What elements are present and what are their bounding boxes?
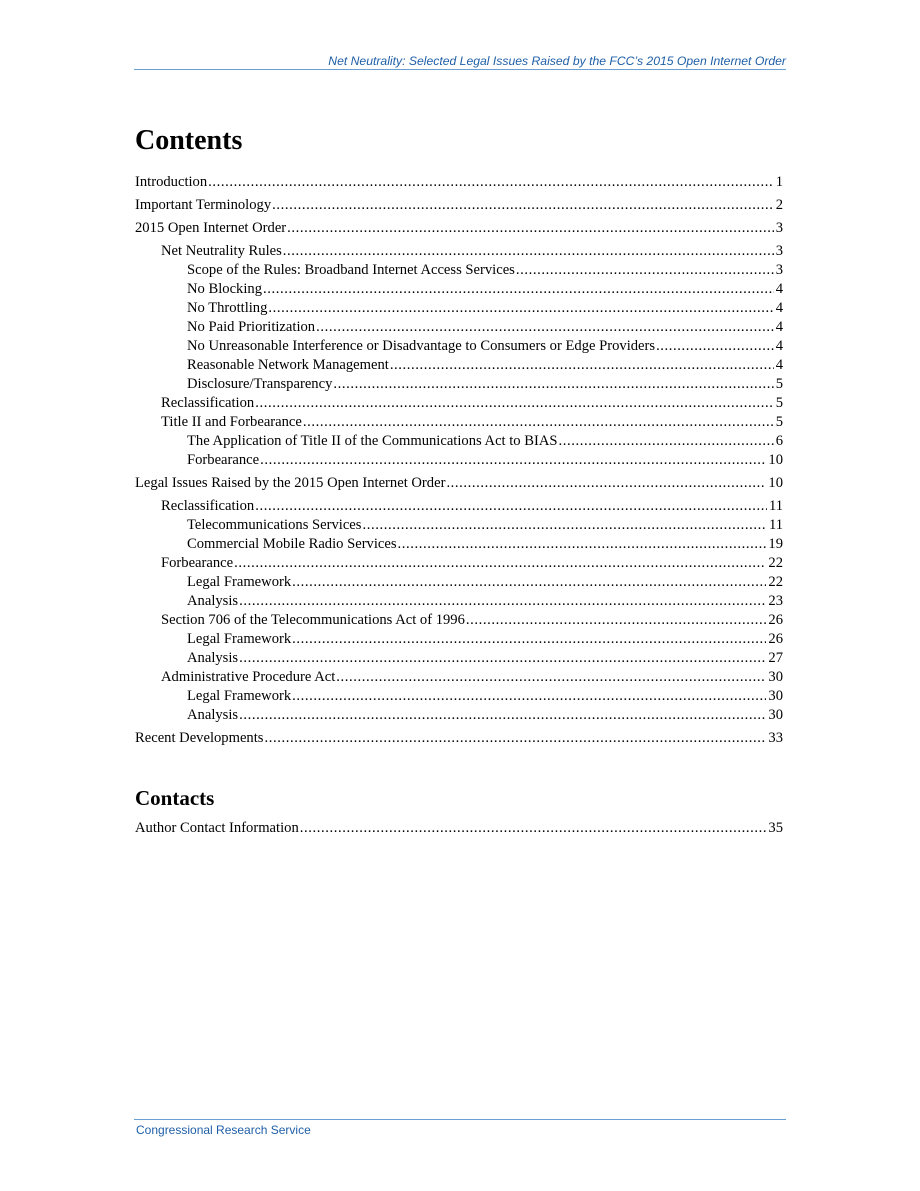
toc-entry-net-neutrality-rules[interactable] (161, 243, 783, 260)
toc-leader-dots (516, 262, 774, 279)
toc-entry-title: Disclosure/Transparency (187, 376, 333, 392)
toc-entry-title: Reclassification (161, 498, 255, 514)
toc-entry-no-unreasonable-interference[interactable] (187, 338, 783, 355)
toc-leader-dots (292, 688, 766, 705)
toc-entry-page: 4 (775, 300, 783, 316)
toc-entry-page: 4 (775, 357, 783, 373)
toc-entry-page: 4 (775, 338, 783, 354)
toc-leader-dots (446, 475, 766, 492)
toc-leader-dots (239, 650, 766, 667)
running-header-title: Net Neutrality: Selected Legal Issues Raised by the FCC’s 2015 Open Internet Order (328, 54, 786, 68)
toc-entry-disclosure-transparency[interactable] (187, 376, 783, 393)
toc-entry-title: Legal Framework (187, 574, 292, 590)
toc-entry-title: Telecommunications Services (187, 517, 362, 533)
toc-entry-application-of-title-ii[interactable] (187, 433, 783, 450)
toc-entry-commercial-mobile-radio-services[interactable] (187, 536, 783, 553)
toc-entry-page: 11 (768, 498, 783, 514)
toc-leader-dots (268, 300, 773, 317)
toc-leader-dots (362, 517, 766, 534)
toc-entry-page: 26 (768, 631, 783, 647)
toc-entry-page: 5 (775, 395, 783, 411)
toc-entry-title: 2015 Open Internet Order (135, 220, 287, 236)
toc-entry-author-contact-information[interactable] (135, 820, 783, 837)
toc-entry-page: 4 (775, 281, 783, 297)
toc-entry-important-terminology[interactable] (135, 197, 783, 214)
footer-publisher: Congressional Research Service (136, 1123, 311, 1137)
toc-entry-page: 6 (775, 433, 783, 449)
toc-entry-title: Reclassification (161, 395, 255, 411)
toc-entry-page: 19 (768, 536, 783, 552)
toc-entry-page: 2 (775, 197, 783, 213)
toc-leader-dots (208, 174, 774, 191)
contents-heading: Contents (135, 125, 243, 156)
toc-leader-dots (260, 452, 766, 469)
toc-entry-page: 1 (775, 174, 783, 190)
toc-entry-title: Legal Framework (187, 688, 292, 704)
toc-entry-title: Forbearance (187, 452, 260, 468)
toc-leader-dots (264, 730, 766, 747)
toc-entry-page: 10 (768, 452, 783, 468)
toc-leader-dots (263, 281, 774, 298)
toc-entry-page: 4 (775, 319, 783, 335)
contacts-toc-list (135, 820, 783, 840)
footer-divider (134, 1119, 786, 1120)
toc-entry-analysis[interactable] (187, 707, 783, 724)
toc-entry-title: Title II and Forbearance (161, 414, 302, 430)
toc-leader-dots (255, 395, 773, 412)
toc-leader-dots (466, 612, 767, 629)
toc-entry-page: 3 (775, 220, 783, 236)
toc-leader-dots (239, 707, 766, 724)
toc-leader-dots (287, 220, 774, 237)
toc-leader-dots (316, 319, 774, 336)
toc-entry-administrative-procedure-act[interactable] (161, 669, 783, 686)
toc-entry-title-ii-and-forbearance[interactable] (161, 414, 783, 431)
toc-entry-analysis[interactable] (187, 650, 783, 667)
toc-leader-dots (255, 498, 767, 515)
header-divider (134, 69, 786, 70)
toc-entry-page: 27 (768, 650, 783, 666)
toc-entry-title: Commercial Mobile Radio Services (187, 536, 397, 552)
toc-entry-page: 30 (768, 707, 783, 723)
toc-entry-legal-framework[interactable] (187, 631, 783, 648)
toc-leader-dots (272, 197, 774, 214)
toc-entry-title: Section 706 of the Telecommunications Act of 1996 (161, 612, 465, 628)
toc-entry-title: Reasonable Network Management (187, 357, 389, 373)
contacts-heading: Contacts (135, 786, 215, 810)
toc-entry-title: Administrative Procedure Act (161, 669, 336, 685)
toc-entry-title: Recent Developments (135, 730, 264, 746)
toc-entry-page: 35 (768, 820, 783, 836)
toc-entry-title: Introduction (135, 174, 208, 190)
toc-entry-title: No Unreasonable Interference or Disadvantage to Consumers or Edge Providers (187, 338, 656, 354)
toc-entry-no-paid-prioritization[interactable] (187, 319, 783, 336)
toc-leader-dots (656, 338, 774, 355)
toc-entry-title: Author Contact Information (135, 820, 299, 836)
toc-entry-legal-issues-raised[interactable] (135, 475, 783, 492)
toc-entry-page: 5 (775, 414, 783, 430)
toc-entry-page: 30 (768, 669, 783, 685)
toc-entry-title: No Throttling (187, 300, 268, 316)
toc-entry-title: Analysis (187, 707, 239, 723)
toc-entry-forbearance[interactable] (161, 555, 783, 572)
toc-entry-title: Forbearance (161, 555, 234, 571)
toc-leader-dots (336, 669, 766, 686)
toc-entry-title: Scope of the Rules: Broadband Internet Access Services (187, 262, 515, 278)
toc-entry-no-blocking[interactable] (187, 281, 783, 298)
toc-leader-dots (292, 631, 766, 648)
toc-entry-reasonable-network-management[interactable] (187, 357, 783, 374)
toc-entry-title: Legal Framework (187, 631, 292, 647)
toc-entry-reclassification[interactable] (161, 395, 783, 412)
toc-leader-dots (303, 414, 774, 431)
toc-entry-page: 22 (768, 574, 783, 590)
toc-entry-page: 3 (775, 243, 783, 259)
toc-entry-title: No Paid Prioritization (187, 319, 316, 335)
toc-entry-telecommunications-services[interactable] (187, 517, 783, 534)
toc-entry-title: The Application of Title II of the Communications Act to BIAS (187, 433, 558, 449)
toc-entry-page: 33 (768, 730, 783, 746)
toc-leader-dots (300, 820, 767, 837)
toc-leader-dots (398, 536, 767, 553)
toc-entry-no-throttling[interactable] (187, 300, 783, 317)
toc-leader-dots (234, 555, 766, 572)
toc-entry-forbearance[interactable] (187, 452, 783, 469)
toc-leader-dots (239, 593, 766, 610)
toc-entry-recent-developments[interactable] (135, 730, 783, 747)
toc-entry-section-706[interactable] (161, 612, 783, 629)
toc-entry-title: Important Terminology (135, 197, 272, 213)
toc-entry-page: 10 (768, 475, 783, 491)
toc-leader-dots (390, 357, 774, 374)
toc-entry-2015-open-internet-order[interactable] (135, 220, 783, 237)
toc-entry-page: 26 (768, 612, 783, 628)
toc-entry-page: 11 (768, 517, 783, 533)
toc-entry-legal-framework[interactable] (187, 574, 783, 591)
toc-entry-page: 22 (768, 555, 783, 571)
toc-entry-title: Analysis (187, 650, 239, 666)
toc-entry-analysis[interactable] (187, 593, 783, 610)
toc-entry-page: 23 (768, 593, 783, 609)
toc-leader-dots (333, 376, 773, 393)
toc-leader-dots (292, 574, 766, 591)
toc-entry-page: 30 (768, 688, 783, 704)
toc-entry-title: Legal Issues Raised by the 2015 Open Internet Order (135, 475, 446, 491)
toc-leader-dots (283, 243, 774, 260)
toc-entry-title: No Blocking (187, 281, 262, 297)
toc-entry-page: 3 (775, 262, 783, 278)
toc-entry-scope-of-the-rules[interactable] (187, 262, 783, 279)
toc-entry-title: Net Neutrality Rules (161, 243, 282, 259)
toc-entry-title: Analysis (187, 593, 239, 609)
toc-entry-reclassification[interactable] (161, 498, 783, 515)
contents-toc-list (135, 174, 783, 754)
toc-entry-legal-framework[interactable] (187, 688, 783, 705)
toc-entry-introduction[interactable] (135, 174, 783, 191)
toc-leader-dots (559, 433, 774, 450)
toc-entry-page: 5 (775, 376, 783, 392)
